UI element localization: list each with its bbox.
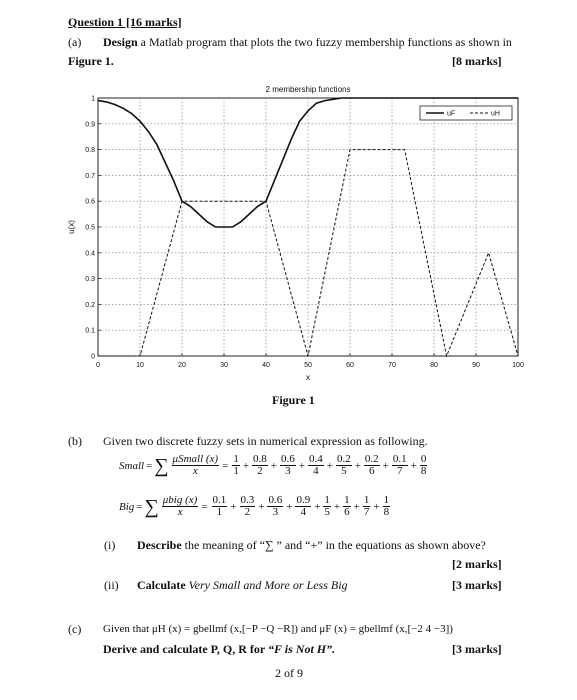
small-terms <box>230 454 429 477</box>
small-term <box>335 454 353 477</box>
chart-title: 2 membership functions <box>265 85 351 94</box>
small-term <box>363 454 381 477</box>
big-term <box>239 495 257 518</box>
big-plus: + <box>333 500 341 513</box>
big-term <box>211 495 229 518</box>
small-plus: + <box>410 459 417 472</box>
big-term-membership: 1 <box>383 494 390 506</box>
small-term-element: 6 <box>369 465 375 477</box>
small-plus: + <box>326 459 333 472</box>
big-main-frac <box>161 495 200 518</box>
big-sigma: ∑ <box>144 495 159 518</box>
x-tick-label: 10 <box>136 362 144 369</box>
big-term <box>362 495 372 518</box>
x-tick-label: 50 <box>304 362 312 369</box>
y-tick-label: 0.6 <box>85 198 95 206</box>
big-term-element: 6 <box>344 506 350 518</box>
small-term-membership: 0 <box>420 453 427 465</box>
x-tick-label: 20 <box>178 362 186 369</box>
big-term-element: 8 <box>383 506 390 518</box>
legend-label: uH <box>491 110 500 118</box>
small-term-element: 8 <box>420 465 427 477</box>
sub-i-text <box>137 538 486 553</box>
big-equals-2: = <box>201 500 208 513</box>
sub-i-marks: [2 marks] <box>452 557 502 571</box>
sub-i-rest: the meaning of “∑ ” and “+” in the equations as shown above? <box>181 538 486 552</box>
sub-i-verb: Describe <box>137 538 182 552</box>
x-axis-label: x <box>306 373 310 382</box>
part-c-line2 <box>103 642 335 657</box>
big-term <box>266 495 284 518</box>
x-tick-label: 80 <box>430 362 438 369</box>
small-sigma: ∑ <box>154 454 169 477</box>
big-term <box>294 495 312 518</box>
part-c-label: (c) <box>68 622 82 636</box>
big-term-membership: 1 <box>363 494 370 506</box>
small-term-membership: 1 <box>233 453 239 465</box>
small-term <box>279 454 297 477</box>
big-plus: + <box>230 500 237 513</box>
part-c-quote: “F is Not H”. <box>267 642 336 656</box>
big-term-membership: 0.9 <box>296 494 311 506</box>
small-equals-2: = <box>222 459 229 472</box>
part-a-text <box>103 35 512 50</box>
sub-ii-verb: Calculate <box>137 578 186 592</box>
small-term <box>251 454 269 477</box>
big-term <box>322 495 332 518</box>
small-plus: + <box>354 459 361 472</box>
sub-ii-label: (ii) <box>104 578 119 592</box>
big-term-membership: 1 <box>324 494 330 506</box>
part-c-marks: [3 marks] <box>452 642 502 656</box>
part-b-label: (b) <box>68 434 82 448</box>
big-term-element: 2 <box>244 506 251 518</box>
x-tick-label: 30 <box>220 362 228 369</box>
sub-ii-rest: Very Small and More or Less Big <box>188 578 348 592</box>
big-plus: + <box>258 500 265 513</box>
part-a-marks: [8 marks] <box>452 54 502 68</box>
y-tick-label: 0.1 <box>85 327 95 335</box>
big-term-membership: 0.3 <box>240 494 255 506</box>
y-tick-label: 0.3 <box>85 276 95 284</box>
y-axis-label: u(x) <box>67 220 76 234</box>
big-term-membership: 0.6 <box>268 494 283 506</box>
x-tick-label: 60 <box>346 362 354 369</box>
big-term-element: 3 <box>272 506 279 518</box>
big-plus: + <box>353 500 360 513</box>
small-main-frac <box>171 454 221 477</box>
y-tick-label: 0.4 <box>85 250 95 258</box>
big-term-membership: 0.1 <box>212 494 227 506</box>
small-plus: + <box>298 459 305 472</box>
small-equation <box>118 454 430 477</box>
big-term-membership: 1 <box>344 494 350 506</box>
big-term-element: 4 <box>300 506 307 518</box>
small-term-element: 1 <box>233 465 239 477</box>
y-tick-label: 1 <box>91 95 95 103</box>
small-plus: + <box>270 459 277 472</box>
small-term <box>307 454 325 477</box>
y-tick-label: 0.7 <box>85 172 95 180</box>
small-term-membership: 0.8 <box>253 453 267 465</box>
big-label: Big <box>119 500 135 513</box>
big-terms <box>210 495 393 518</box>
big-den: x <box>177 506 183 518</box>
small-term <box>391 454 409 477</box>
part-c-line1: Given that μH (x) = gbellmf (x,[−P −Q −R]) and μF (x) = gbellmf (x,[−2 4 −3]) <box>103 623 453 635</box>
x-tick-label: 70 <box>388 362 396 369</box>
small-label: Small <box>119 459 145 472</box>
y-tick-label: 0.2 <box>85 301 95 309</box>
small-term <box>419 454 429 477</box>
part-c-verb: Derive <box>103 642 137 656</box>
small-mu: μSmall (x) <box>172 453 219 465</box>
sub-ii-marks: [3 marks] <box>452 578 502 592</box>
small-plus: + <box>242 459 250 472</box>
part-a-label: (a) <box>68 35 82 49</box>
big-term <box>382 495 392 518</box>
small-term-membership: 0.6 <box>281 453 295 465</box>
big-term-element: 5 <box>324 506 330 518</box>
y-tick-label: 0.9 <box>85 121 95 129</box>
big-equation <box>118 495 393 518</box>
part-c-rest: and calculate P, Q, R for <box>136 642 268 656</box>
big-plus: + <box>373 500 380 513</box>
small-term-membership: 0.2 <box>336 453 351 465</box>
small-term-element: 7 <box>397 465 403 477</box>
x-tick-label: 90 <box>472 362 480 369</box>
figure-1-chart <box>60 76 530 396</box>
page-number: 2 of 9 <box>275 666 303 680</box>
big-term <box>342 495 352 518</box>
x-tick-label: 100 <box>512 362 524 369</box>
x-tick-label: 0 <box>96 362 100 369</box>
part-a-line2: Figure 1. <box>68 54 114 68</box>
y-tick-label: 0.5 <box>85 224 95 232</box>
small-equals: = <box>146 459 153 472</box>
small-plus: + <box>382 459 389 472</box>
big-plus: + <box>286 500 293 513</box>
figure-caption: Figure 1 <box>272 393 315 407</box>
legend-label: uF <box>447 110 456 118</box>
small-den: x <box>192 465 198 477</box>
part-a-rest: a Matlab program that plots the two fuzzy membership functions as shown in <box>137 35 512 49</box>
x-tick-label: 40 <box>262 362 270 369</box>
y-tick-label: 0.8 <box>85 147 95 155</box>
sub-ii-text <box>137 578 348 593</box>
big-equals: = <box>136 500 143 513</box>
big-term-element: 7 <box>363 506 370 518</box>
small-term-membership: 0.1 <box>392 453 407 465</box>
question-title: Question 1 [16 marks] <box>68 15 182 29</box>
small-term-element: 4 <box>313 465 319 477</box>
small-term-element: 5 <box>341 465 347 477</box>
part-b-intro: Given two discrete fuzzy sets in numerical expression as following. <box>103 434 428 448</box>
part-a-verb: Design <box>103 35 138 49</box>
small-term-element: 2 <box>257 465 263 477</box>
small-term-membership: 0.2 <box>364 453 379 465</box>
y-tick-label: 0 <box>91 353 95 361</box>
small-term <box>231 454 241 477</box>
big-plus: + <box>314 500 321 513</box>
big-mu: μbig (x) <box>162 494 198 506</box>
small-term-element: 3 <box>285 465 291 477</box>
small-term-membership: 0.4 <box>308 453 323 465</box>
sub-i-label: (i) <box>104 538 116 552</box>
big-term-element: 1 <box>216 506 223 518</box>
